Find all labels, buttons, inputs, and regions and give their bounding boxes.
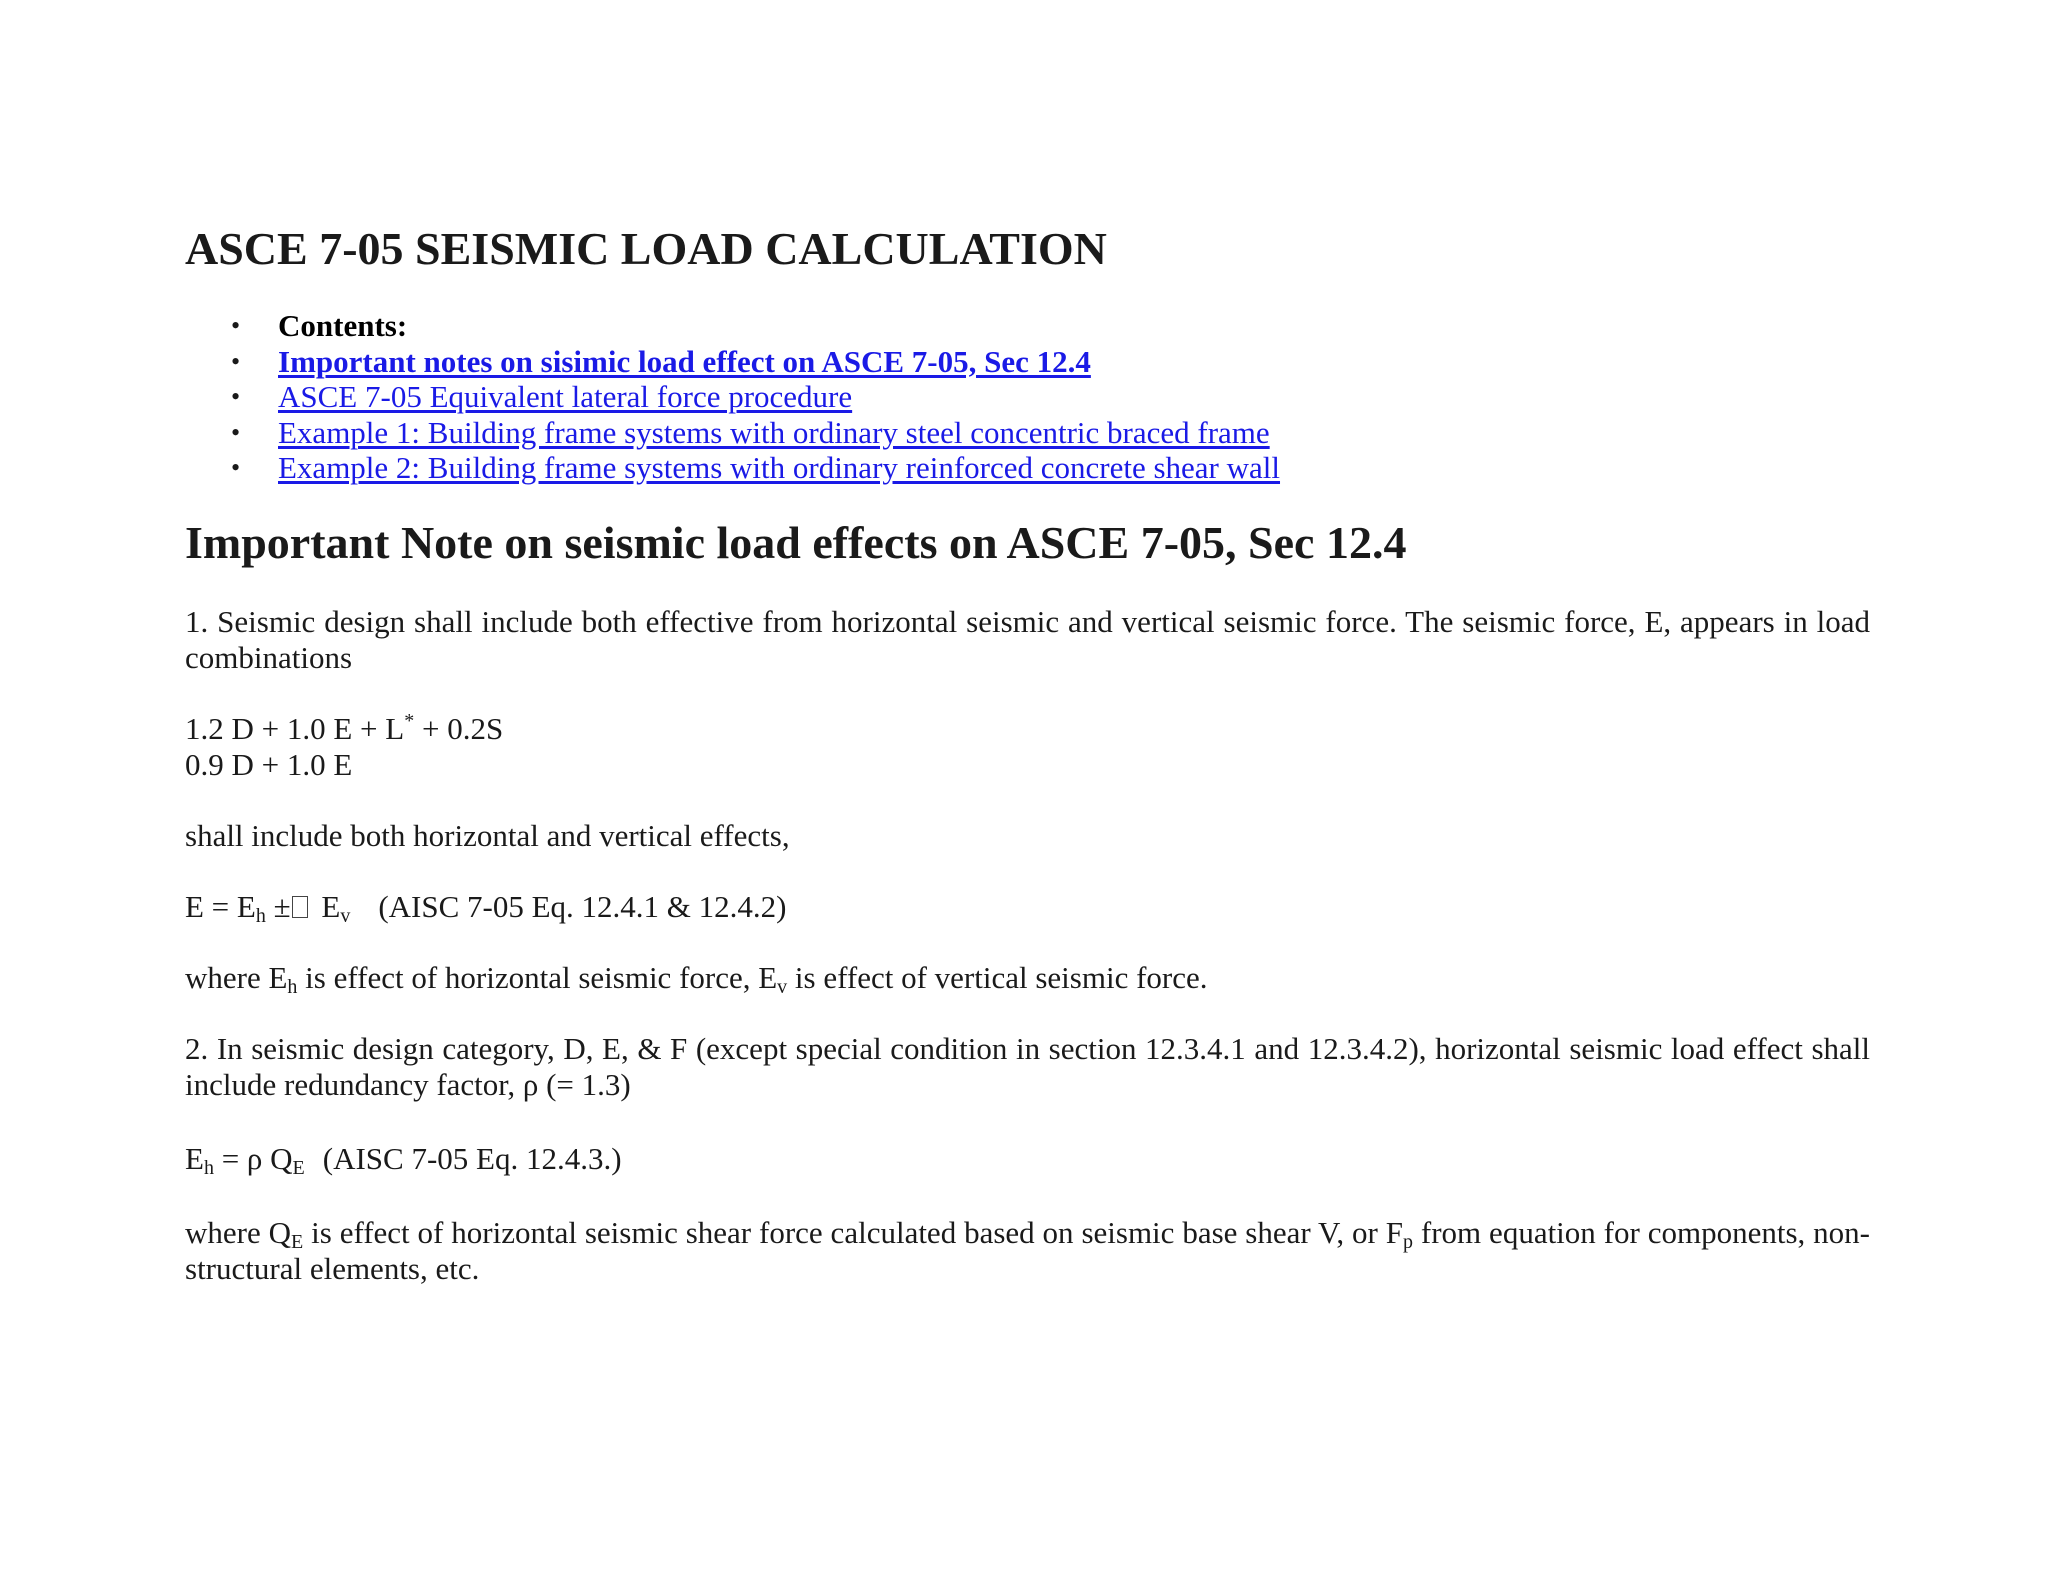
p5-text-a: where Q	[185, 1214, 292, 1250]
bullet-icon: •	[231, 311, 241, 340]
eq1-sub-h: h	[255, 904, 266, 927]
toc-link-example-1[interactable]: Example 1: Building frame systems with ordinary steel concentric braced frame	[278, 414, 1270, 450]
eq1-ev: E	[313, 888, 341, 924]
p5-text-b: is effect of horizontal seismic shear force calculated based on seismic base shear V, or F	[303, 1214, 1404, 1250]
bullet-icon: •	[231, 453, 241, 482]
equation-2	[185, 1141, 1870, 1177]
paragraph-4: 2. In seismic design category, D, E, & F (except special condition in section 12.3.4.1 and 12.3.4.2), horizontal seismic load effect shall include redundancy factor, ρ (= 1.3)	[185, 1030, 1870, 1102]
bullet-icon: •	[231, 382, 241, 411]
toc-heading: Contents:	[278, 308, 408, 343]
paragraph-2: shall include both horizontal and vertical effects,	[185, 817, 790, 853]
toc-link-example-2[interactable]: Example 2: Building frame systems with ordinary reinforced concrete shear wall	[278, 450, 1281, 485]
p5-text-c: from equation for components, non-structural elements, etc.	[185, 1214, 1870, 1286]
toc-link-equivalent-lateral-force[interactable]: ASCE 7-05 Equivalent lateral force procedure	[278, 379, 853, 414]
paragraph-5	[185, 1215, 1870, 1287]
eq2-text-a: E	[185, 1140, 204, 1176]
toc-heading-item	[185, 308, 1870, 344]
eq1-sub-v: v	[340, 904, 351, 927]
eq2-reference: (AISC 7-05 Eq. 12.4.3.)	[322, 1140, 622, 1176]
bullet-icon: •	[231, 417, 241, 447]
combo1-text-a: 1.2 D + 1.0 E + L	[185, 710, 405, 746]
p3-text-b: is effect of horizontal seismic force, E	[297, 959, 778, 995]
p5-sub-e: E	[291, 1230, 304, 1253]
combo1-superscript: *	[404, 709, 415, 732]
toc-item	[185, 415, 1870, 451]
missing-glyph-icon	[292, 896, 308, 918]
paragraph-3	[185, 960, 1870, 996]
table-of-contents	[185, 308, 1870, 486]
combo1-text-b: + 0.2S	[414, 710, 504, 746]
p3-sub-v: v	[777, 975, 788, 998]
p3-text-c: is effect of vertical seismic force.	[787, 959, 1208, 995]
load-combination-2: 0.9 D + 1.0 E	[185, 746, 353, 782]
p3-sub-h: h	[287, 975, 298, 998]
eq2-text-b: = ρ Q	[213, 1140, 293, 1176]
eq1-lhs: E = E	[185, 888, 256, 924]
eq1-operator: ±	[265, 888, 291, 924]
p5-sub-p: p	[1403, 1230, 1414, 1253]
bullet-icon: •	[231, 346, 241, 376]
page-title: ASCE 7-05 SEISMIC LOAD CALCULATION	[185, 223, 1107, 274]
toc-link-important-notes[interactable]: Important notes on sisimic load effect on ASCE 7-05, Sec 12.4	[278, 343, 1091, 379]
eq1-reference: (AISC 7-05 Eq. 12.4.1 & 12.4.2)	[378, 888, 787, 924]
load-combination-1	[185, 711, 1870, 747]
toc-item	[185, 450, 1870, 486]
eq2-sub-e: E	[292, 1156, 305, 1179]
toc-item	[185, 344, 1870, 380]
toc-item	[185, 379, 1870, 415]
paragraph-1: 1. Seismic design shall include both effective from horizontal seismic and vertical seismic force. The seismic force, E, appears in load combinations	[185, 603, 1870, 675]
document-page	[185, 218, 1870, 1287]
eq2-sub-h: h	[203, 1156, 214, 1179]
section-title: Important Note on seismic load effects on ASCE 7-05, Sec 12.4	[185, 516, 1407, 568]
equation-1	[185, 889, 1870, 925]
p3-text-a: where E	[185, 959, 288, 995]
